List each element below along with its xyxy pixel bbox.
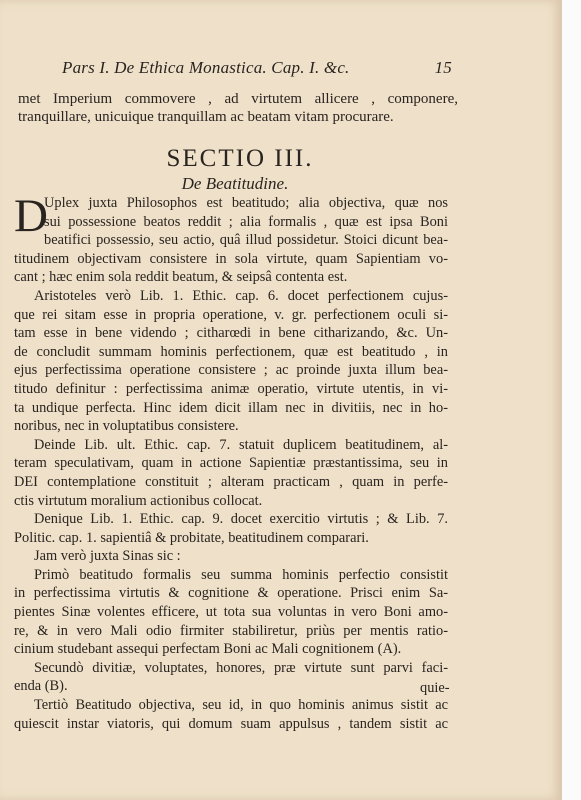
text-line: Secundò divitiæ, voluptates, honores, præ virtute sunt parvi faci- <box>34 659 448 676</box>
text-line: enda (B). <box>14 678 68 695</box>
text-line: re, & in vero Mali odio firmiter stabiliretur, priùs per mentis ratio- <box>14 622 448 639</box>
text-line: teram speculativam, quam in actione Sapientiæ præstantissima, seu in <box>14 455 448 472</box>
page-number: 15 <box>434 58 452 77</box>
text-line: que rei sitam esse in propria operatione, v. gr. perfectionem oculi si- <box>14 306 448 323</box>
text-line: met Imperium commovere , ad virtutem allicere , componere, <box>18 91 458 107</box>
text-line: quiescit instar viatoris, qui domum suam appulsus , tandem sistit ac <box>14 715 448 732</box>
text-line: ta undique perfecta. Hinc idem dicit illam nec in divitiis, nec in ho- <box>14 399 448 416</box>
text-line: beatifici possessio, seu actio, quâ illud possidetur. Stoici dicunt bea- <box>44 232 448 249</box>
text-line: Politic. cap. 1. sapientiâ & probitate, beatitudinem comparari. <box>14 529 369 546</box>
text-line: in perfectissima virtutis & cognitione & operatione. Prisci enim Sa- <box>14 585 448 602</box>
text-line: titudinem objectivam consistere in sola virtute, quam Sapientiam vo- <box>14 250 448 267</box>
text-line: de concludit summam hominis perfectionem, quæ est beatitudo , in <box>14 343 448 360</box>
text-line: tam esse in bene videndo ; citharœdi in bene citharizando, &c. Un- <box>14 325 448 342</box>
text-line: cant ; hæc enim sola reddit beatum, & seipsâ contenta est. <box>14 269 348 286</box>
text-line: Tertiò Beatitudo objectiva, seu id, in quo hominis animus sistit ac <box>34 697 448 714</box>
text-line: Primò beatitudo formalis seu summa hominis perfectio consistit <box>34 566 448 583</box>
text-line: Deinde Lib. ult. Ethic. cap. 7. statuit duplicem beatitudinem, al- <box>34 436 448 453</box>
section-subtitle: De Beatitudine. <box>181 174 289 193</box>
running-head-title: Pars I. De Ethica Monastica. Cap. I. &c. <box>62 58 350 77</box>
carryover-text <box>18 90 458 126</box>
drop-cap: D <box>14 190 48 242</box>
text-line: titudo definitur : perfectissima animæ operatio, virtute utentis, in vi- <box>14 380 448 397</box>
text-line: ctis virtutum moralium actionibus collocat. <box>14 492 263 509</box>
text-line: ejus perfectissima operatione consistere ; ac proinde juxta illum bea- <box>14 362 448 379</box>
text-line: Denique Lib. 1. Ethic. cap. 9. docet exercitio virtutis ; & Lib. 7. <box>34 511 448 528</box>
text-line: Aristoteles verò Lib. 1. Ethic. cap. 6. docet perfectionem cujus- <box>34 287 448 304</box>
section-title: SECTIO III. <box>166 145 314 172</box>
text-line: tranquillare, unicuique tranquillam ac beatam vitam procurare. <box>18 109 394 125</box>
text-line: Uplex juxta Philosophos est beatitudo; alia objectiva, quæ nos <box>44 195 448 211</box>
text-line: noribus, nec in voluptatibus consistere. <box>14 418 239 435</box>
running-head <box>62 58 452 78</box>
text-line: pientes Sinæ volentes efficere, ut tota sua voluntas in vero Boni amo- <box>14 604 448 621</box>
catchword: quie- <box>420 680 450 696</box>
text-line: Jam verò juxta Sinas sic : <box>34 548 181 565</box>
text-line: sui possessione beatos reddit ; alia formalis , quæ est ipsa Boni <box>44 213 448 230</box>
page-margin <box>562 0 581 800</box>
body-text <box>14 190 448 733</box>
text-line: cinium studebant assequi perfectam Boni ac Mali cognitionem (A). <box>14 641 402 658</box>
text-line: DEI contemplatione constituit ; alteram practicam , quam in perfe- <box>14 473 448 490</box>
